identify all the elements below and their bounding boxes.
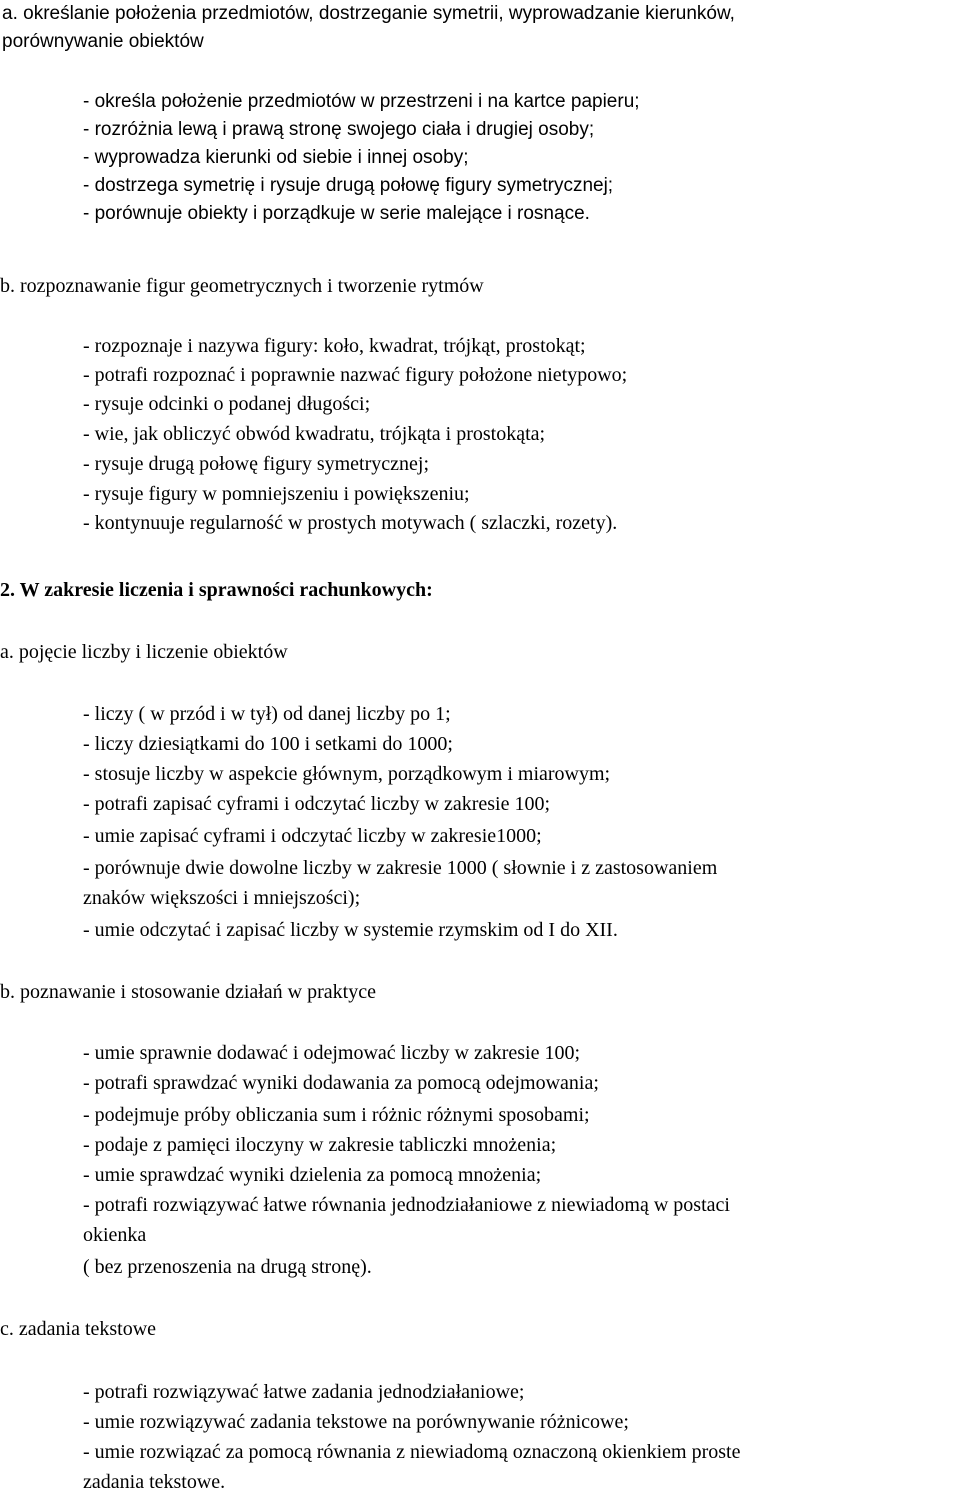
- list-item: - potrafi zapisać cyframi i odczytać liczby w zakresie 100;: [83, 793, 551, 815]
- list-item: - potrafi rozwiązywać łatwe zadania jednodziałaniowe;: [83, 1381, 525, 1403]
- list-item: - umie odczytać i zapisać liczby w systemie rzymskim od I do XII.: [83, 919, 618, 941]
- list-item: - potrafi sprawdzać wyniki dodawania za pomocą odejmowania;: [83, 1072, 599, 1094]
- section-a-heading-line1: a. określanie położenia przedmiotów, dostrzeganie symetrii, wyprowadzanie kierunków,: [2, 3, 735, 24]
- section-2c-heading: c. zadania tekstowe: [0, 1318, 157, 1340]
- list-item: - dostrzega symetrię i rysuje drugą połowę figury symetrycznej;: [83, 175, 614, 196]
- list-item: - wyprowadza kierunki od siebie i innej osoby;: [83, 147, 469, 168]
- list-item: - rozróżnia lewą i prawą stronę swojego ciała i drugiej osoby;: [83, 119, 595, 140]
- section-2a-heading: a. pojęcie liczby i liczenie obiektów: [0, 641, 288, 663]
- list-item: - umie rozwiązać za pomocą równania z niewiadomą oznaczoną okienkiem proste: [83, 1441, 741, 1463]
- list-item: - rysuje odcinki o podanej długości;: [83, 393, 371, 415]
- list-item: - rysuje drugą połowę figury symetrycznej;: [83, 453, 430, 475]
- list-item: - umie zapisać cyframi i odczytać liczby w zakresie1000;: [83, 825, 542, 847]
- list-item: - kontynuuje regularność w prostych motywach ( szlaczki, rozety).: [83, 512, 618, 534]
- list-item: okienka: [83, 1224, 147, 1246]
- section-2b-heading: b. poznawanie i stosowanie działań w praktyce: [0, 981, 376, 1003]
- list-item: - podaje z pamięci iloczyny w zakresie tabliczki mnożenia;: [83, 1134, 557, 1156]
- section-a-heading-line2: porównywanie obiektów: [2, 31, 204, 52]
- list-item: - potrafi rozwiązywać łatwe równania jednodziałaniowe z niewiadomą w postaci: [83, 1194, 730, 1216]
- list-item: - rozpoznaje i nazywa figury: koło, kwadrat, trójkąt, prostokąt;: [83, 335, 586, 357]
- list-item: znaków większości i mniejszości);: [83, 887, 361, 909]
- list-item: - porównuje obiekty i porządkuje w serie malejące i rosnące.: [83, 203, 590, 224]
- list-item: - umie sprawdzać wyniki dzielenia za pomocą mnożenia;: [83, 1164, 542, 1186]
- section-2-heading: 2. W zakresie liczenia i sprawności rachunkowych:: [0, 579, 433, 601]
- list-item: - rysuje figury w pomniejszeniu i powiększeniu;: [83, 483, 470, 505]
- list-item: zadania tekstowe.: [83, 1471, 226, 1493]
- list-item: - liczy ( w przód i w tył) od danej liczby po 1;: [83, 703, 451, 725]
- list-item: - liczy dziesiątkami do 100 i setkami do 1000;: [83, 733, 453, 755]
- list-item: - stosuje liczby w aspekcie głównym, porządkowym i miarowym;: [83, 763, 611, 785]
- list-item: - potrafi rozpoznać i poprawnie nazwać figury położone nietypowo;: [83, 364, 628, 386]
- list-item: - umie sprawnie dodawać i odejmować liczby w zakresie 100;: [83, 1042, 581, 1064]
- list-item: - porównuje dwie dowolne liczby w zakresie 1000 ( słownie i z zastosowaniem: [83, 857, 718, 879]
- list-item: ( bez przenoszenia na drugą stronę).: [83, 1256, 372, 1278]
- section-b-heading: b. rozpoznawanie figur geometrycznych i tworzenie rytmów: [0, 275, 484, 297]
- list-item: - podejmuje próby obliczania sum i różnic różnymi sposobami;: [83, 1104, 590, 1126]
- list-item: - wie, jak obliczyć obwód kwadratu, trójkąta i prostokąta;: [83, 423, 546, 445]
- list-item: - określa położenie przedmiotów w przestrzeni i na kartce papieru;: [83, 91, 640, 112]
- list-item: - umie rozwiązywać zadania tekstowe na porównywanie różnicowe;: [83, 1411, 629, 1433]
